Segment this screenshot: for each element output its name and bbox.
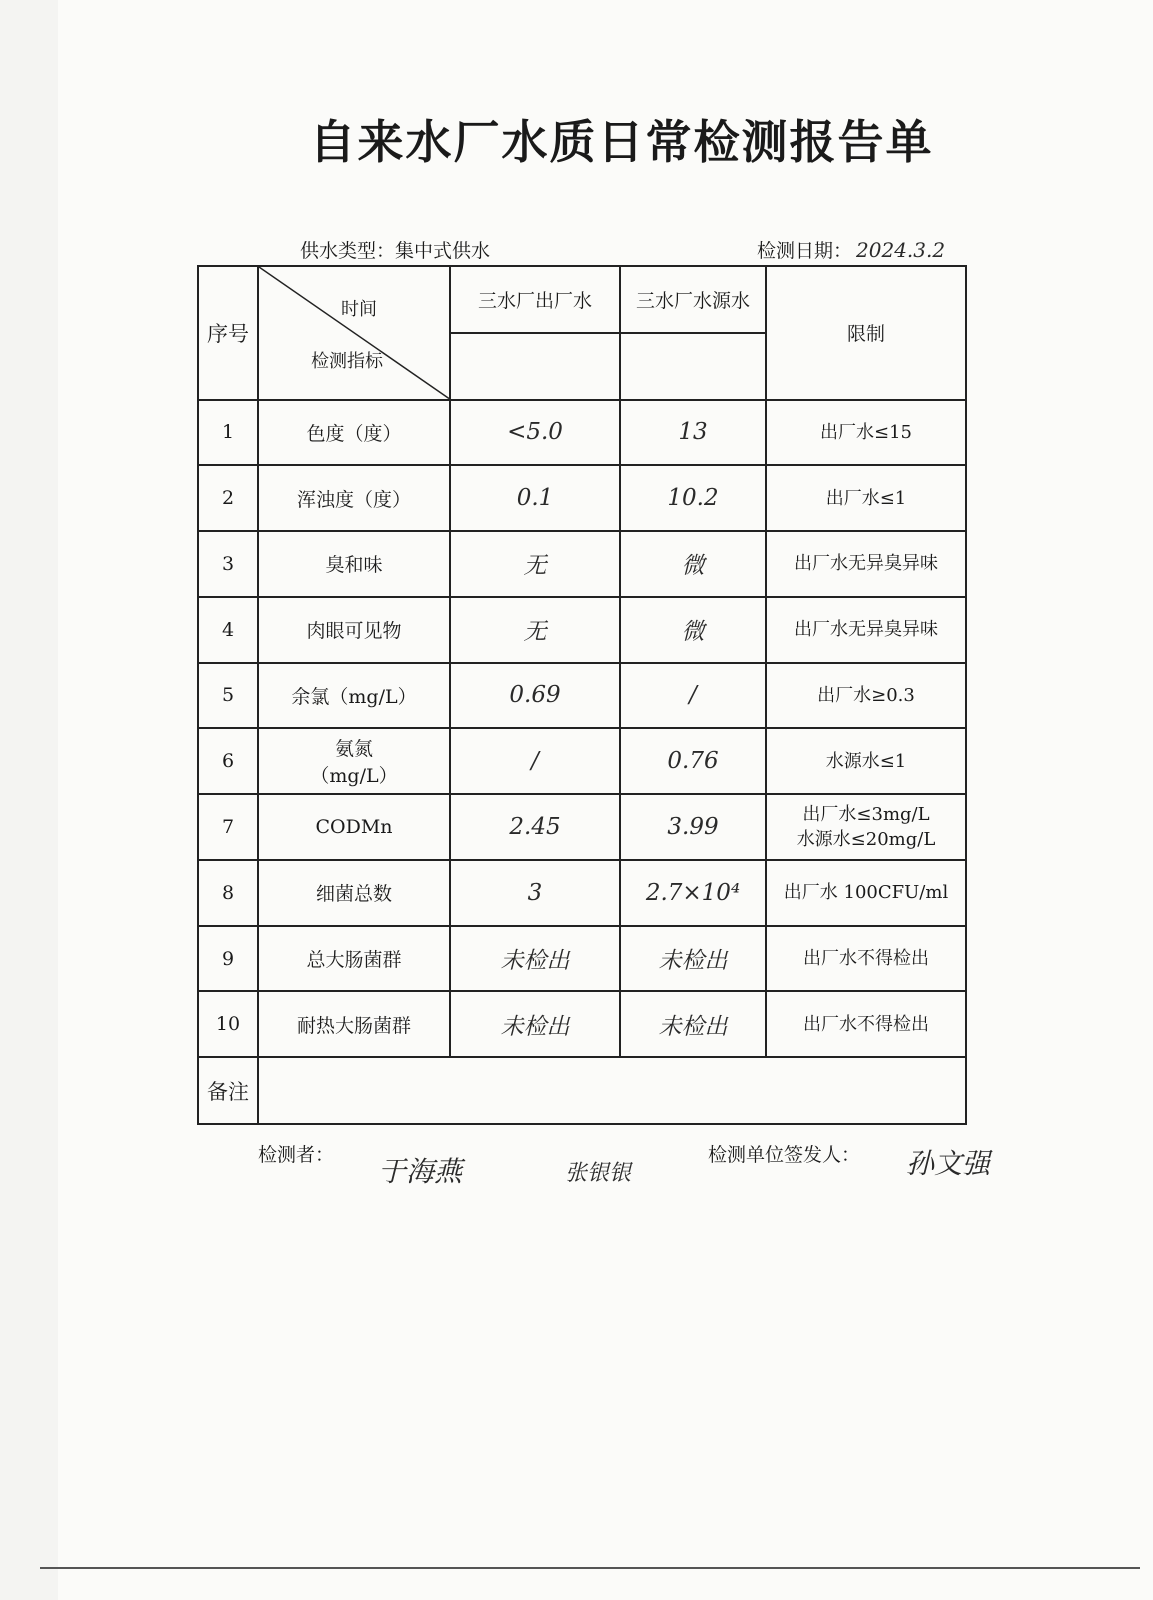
- test-date-label: 检测日期：: [757, 240, 853, 262]
- row-limit: 出厂水不得检出: [766, 926, 966, 992]
- seq-header: 序号: [198, 266, 258, 400]
- table-row: [198, 531, 966, 597]
- row-source-value: 2.7×10⁴: [620, 860, 766, 926]
- diag-time-label: 时间: [341, 299, 377, 320]
- table-row: [198, 400, 966, 466]
- row-source-value: 微: [620, 531, 766, 597]
- table-row: [198, 860, 966, 926]
- row-source-value: /: [620, 663, 766, 729]
- row-no: 2: [198, 465, 258, 531]
- row-no: 8: [198, 860, 258, 926]
- row-source-value: 未检出: [620, 926, 766, 992]
- row-item: 肉眼可见物: [258, 597, 450, 663]
- table-row: [198, 663, 966, 729]
- row-item: 耐热大肠菌群: [258, 991, 450, 1057]
- notes-row: [198, 1057, 966, 1124]
- row-out-value: 未检出: [450, 991, 620, 1057]
- row-source-value: 0.76: [620, 728, 766, 794]
- diag-indicator-label: 检测指标: [311, 350, 383, 372]
- test-date: [757, 236, 945, 263]
- col-header-limit: 限制: [766, 266, 966, 400]
- tester-signature-2: 张银银: [565, 1161, 632, 1186]
- row-no: 1: [198, 400, 258, 466]
- row-out-value: 2.45: [450, 794, 620, 860]
- row-out-value: 无: [450, 597, 620, 663]
- row-item: 色度（度）: [258, 400, 450, 466]
- row-item: 细菌总数: [258, 860, 450, 926]
- row-out-value: 无: [450, 531, 620, 597]
- table-row: [198, 794, 966, 860]
- test-date-value: 2024.3.2: [856, 238, 946, 262]
- table-row: [198, 597, 966, 663]
- issuer-label: 检测单位签发人：: [708, 1144, 861, 1166]
- row-item: 浑浊度（度）: [258, 465, 450, 531]
- report-table: [197, 265, 967, 1125]
- table-row: [198, 926, 966, 992]
- row-no: 3: [198, 531, 258, 597]
- row-limit: 出厂水不得检出: [766, 991, 966, 1057]
- row-no: 6: [198, 728, 258, 794]
- row-limit: 出厂水无异臭异味: [766, 597, 966, 663]
- row-no: 4: [198, 597, 258, 663]
- row-no: 9: [198, 926, 258, 992]
- report-title: 自来水厂水质日常检测报告单: [309, 115, 934, 169]
- row-source-value: 10.2: [620, 465, 766, 531]
- row-item: 总大肠菌群: [258, 926, 450, 992]
- row-item: 臭和味: [258, 531, 450, 597]
- row-limit: 出厂水≤1: [766, 465, 966, 531]
- diagonal-line: [259, 267, 449, 399]
- bottom-rule: [40, 1567, 1140, 1569]
- row-limit: 出厂水≥0.3: [766, 663, 966, 729]
- row-item: 氨氮 （mg/L）: [258, 728, 450, 794]
- row-limit: 出厂水 100CFU/ml: [766, 860, 966, 926]
- row-out-value: 0.1: [450, 465, 620, 531]
- table-row: [198, 728, 966, 794]
- row-limit: 水源水≤1: [766, 728, 966, 794]
- col-header-out-water: 三水厂出厂水: [450, 266, 620, 333]
- row-out-value: 未检出: [450, 926, 620, 992]
- table-row: [198, 991, 966, 1057]
- source-water-time-cell: [620, 333, 766, 400]
- row-out-value: 0.69: [450, 663, 620, 729]
- row-source-value: 微: [620, 597, 766, 663]
- tester-signature-1: 于海燕: [378, 1155, 463, 1188]
- row-out-value: /: [450, 728, 620, 794]
- row-item: 余氯（mg/L）: [258, 663, 450, 729]
- table-row: [198, 465, 966, 531]
- supply-type: 供水类型：集中式供水: [300, 240, 491, 262]
- row-limit: 出厂水≤15: [766, 400, 966, 466]
- row-source-value: 未检出: [620, 991, 766, 1057]
- tester-label: 检测者：: [258, 1144, 335, 1166]
- row-out-value: <5.0: [450, 400, 620, 466]
- notes-label: 备注: [198, 1057, 258, 1124]
- diagonal-header-cell: [258, 266, 450, 400]
- row-no: 10: [198, 991, 258, 1057]
- col-header-source-water: 三水厂水源水: [620, 266, 766, 333]
- row-limit: 出厂水无异臭异味: [766, 531, 966, 597]
- row-no: 5: [198, 663, 258, 729]
- row-out-value: 3: [450, 860, 620, 926]
- row-limit: 出厂水≤3mg/L 水源水≤20mg/L: [766, 794, 966, 860]
- issuer-signature: 孙文强: [906, 1147, 991, 1180]
- row-item: CODMn: [258, 794, 450, 860]
- row-source-value: 3.99: [620, 794, 766, 860]
- notes-value: [258, 1057, 966, 1124]
- row-no: 7: [198, 794, 258, 860]
- row-source-value: 13: [620, 400, 766, 466]
- out-water-time-cell: [450, 333, 620, 400]
